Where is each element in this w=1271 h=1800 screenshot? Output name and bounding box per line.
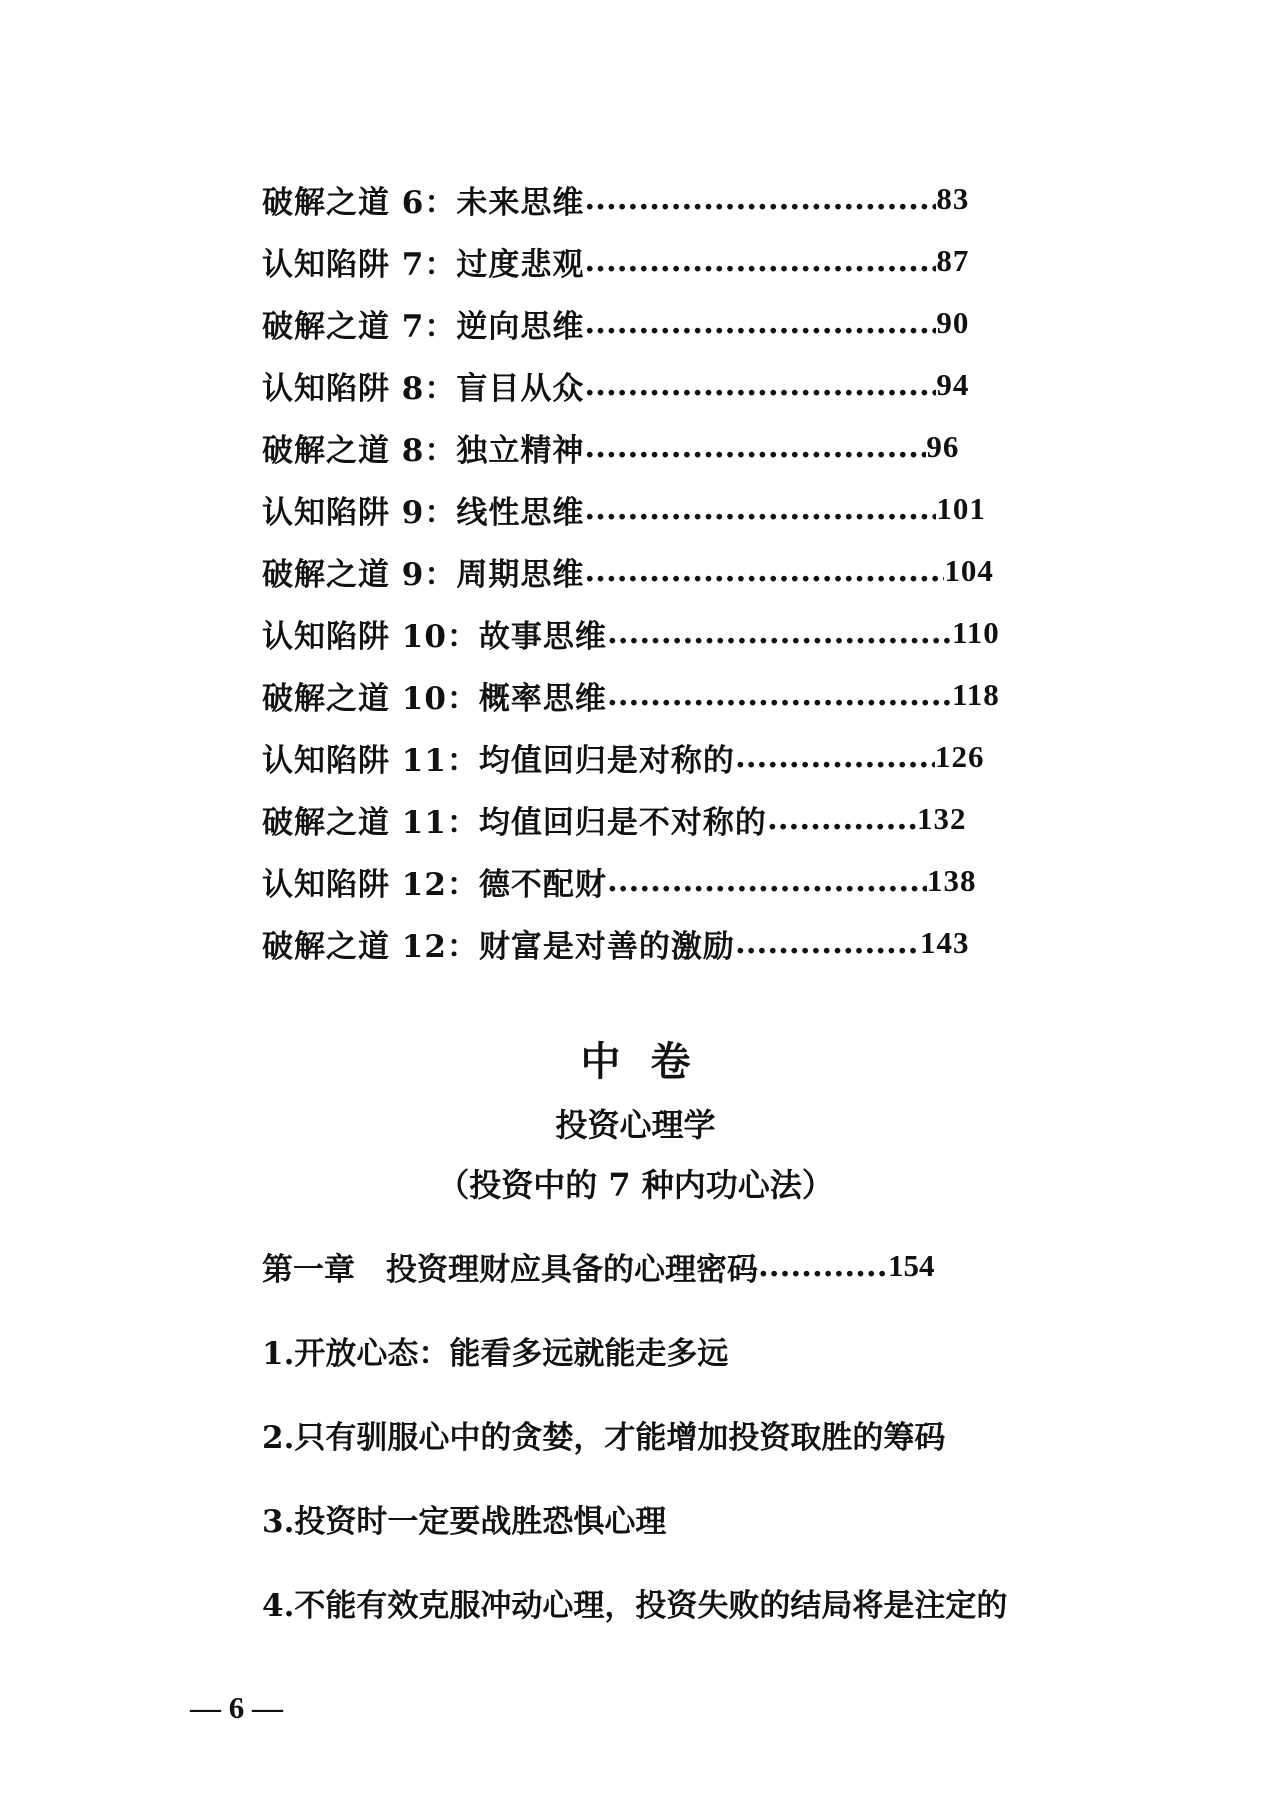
toc-leader-dots <box>735 739 935 775</box>
volume-subtitle: 投资心理学 <box>555 1106 716 1144</box>
section-item[interactable]: 4.不能有效克服冲动心理，投资失败的结局将是注定的 <box>262 1588 1008 1624</box>
section-item[interactable]: 2.只有驯服心中的贪婪，才能增加投资取胜的筹码 <box>262 1420 946 1456</box>
toc-entry-page: 104 <box>944 553 994 588</box>
toc-leader-dots <box>584 181 936 217</box>
page-number: — 6 — <box>190 1690 283 1725</box>
toc-entry-page: 83 <box>936 181 970 216</box>
toc-entry-page: 126 <box>934 739 985 774</box>
toc-entry-label: 破解之道 7：逆向思维 <box>262 308 585 345</box>
toc-entry[interactable] <box>262 292 1062 354</box>
toc-entry-label: 认知陷阱 9：线性思维 <box>262 494 585 531</box>
chapter-label: 第一章 投资理财应具备的心理密码 <box>262 1251 758 1288</box>
toc-leader-dots <box>584 305 936 341</box>
toc-entry[interactable] <box>262 602 1062 664</box>
toc-leader-dots <box>607 863 927 899</box>
toc-leader-dots <box>607 615 952 651</box>
toc-entry-label: 破解之道 9：周期思维 <box>262 556 585 593</box>
toc-entry-page: 87 <box>936 243 970 278</box>
toc-leader-dots <box>584 553 944 589</box>
chapter-entry[interactable] <box>262 1243 935 1289</box>
toc-entry[interactable] <box>262 912 1062 974</box>
section-item[interactable]: 1.开放心态：能看多远就能走多远 <box>262 1336 729 1372</box>
toc-leader-dots <box>584 429 926 465</box>
toc-entry-label: 破解之道 12：财富是对善的激励 <box>262 928 735 965</box>
toc-entry[interactable] <box>262 168 1062 230</box>
toc-entry-label: 认知陷阱 7：过度悲观 <box>262 246 585 283</box>
toc-entry-page: 94 <box>936 367 970 402</box>
toc-entry-label: 认知陷阱 10：故事思维 <box>262 618 607 655</box>
toc-leader-dots <box>767 801 917 837</box>
toc-entry-label: 认知陷阱 8：盲目从众 <box>262 370 585 407</box>
volume-note: （投资中的 7 种内功心法） <box>437 1166 834 1204</box>
section-item[interactable]: 3.投资时一定要战胜恐惧心理 <box>262 1504 667 1540</box>
toc-entry-page: 132 <box>916 801 967 836</box>
toc-entry-page: 110 <box>951 615 1000 650</box>
toc-entry[interactable] <box>262 850 1062 912</box>
toc-entry-label: 破解之道 11：均值回归是不对称的 <box>262 804 767 841</box>
toc-entry-label: 破解之道 10：概率思维 <box>262 680 607 717</box>
toc-entry[interactable] <box>262 664 1062 726</box>
toc-leader-dots <box>758 1248 888 1284</box>
table-of-contents <box>262 168 1062 974</box>
toc-leader-dots <box>584 491 936 527</box>
toc-entry[interactable] <box>262 478 1062 540</box>
volume-title: 中卷 <box>580 1038 721 1085</box>
toc-entry-page: 90 <box>936 305 970 340</box>
toc-leader-dots <box>584 243 936 279</box>
toc-leader-dots <box>735 925 920 961</box>
toc-entry-label: 破解之道 6：未来思维 <box>262 184 585 221</box>
toc-entry-label: 破解之道 8：独立精神 <box>262 432 585 469</box>
toc-entry-page: 96 <box>926 429 960 464</box>
toc-leader-dots <box>584 367 936 403</box>
toc-entry[interactable] <box>262 726 1062 788</box>
chapter-page: 154 <box>888 1248 935 1283</box>
toc-entry-label: 认知陷阱 12：德不配财 <box>262 866 607 903</box>
toc-entry-page: 101 <box>936 491 986 526</box>
toc-entry[interactable] <box>262 416 1062 478</box>
toc-entry[interactable] <box>262 788 1062 850</box>
toc-entry[interactable] <box>262 230 1062 292</box>
toc-entry-page: 138 <box>926 863 977 898</box>
toc-entry[interactable] <box>262 540 1062 602</box>
toc-entry-page: 143 <box>919 925 970 960</box>
toc-entry[interactable] <box>262 354 1062 416</box>
toc-leader-dots <box>607 677 952 713</box>
toc-entry-label: 认知陷阱 11：均值回归是对称的 <box>262 742 735 779</box>
toc-entry-page: 118 <box>951 677 1000 712</box>
